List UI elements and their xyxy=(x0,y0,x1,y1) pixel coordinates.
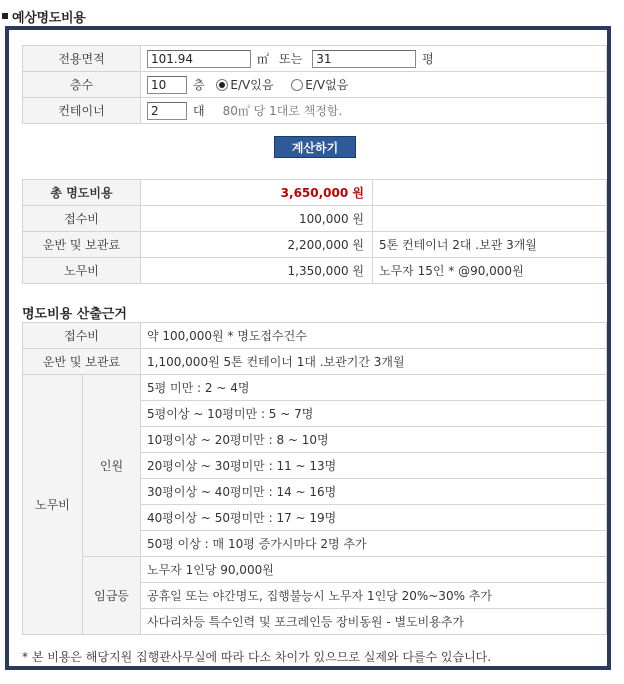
or-label: 또는 xyxy=(279,52,303,66)
ev-no-label[interactable]: E/V없음 xyxy=(305,78,349,92)
wage-row: 공휴일 또는 야간명도, 집행불능시 노무자 1인당 20%~30% 추가 xyxy=(141,583,607,609)
basis-labor-label: 노무비 xyxy=(23,375,83,635)
staff-row: 20평이상 ~ 30평미만 : 11 ~ 13명 xyxy=(141,453,607,479)
table-row xyxy=(23,206,607,232)
page-title xyxy=(2,6,86,26)
content-frame xyxy=(5,26,611,670)
wage-row: 사다리차등 특수인력 및 포크레인등 장비동원 - 별도비용추가 xyxy=(141,609,607,635)
page-title-text: 예상명도비용 xyxy=(12,10,86,26)
floor-unit: 층 xyxy=(193,78,205,92)
area-cell xyxy=(141,46,607,72)
result-value-transport: 2,200,000 원 xyxy=(141,232,373,258)
ev-yes-label[interactable]: E/V있음 xyxy=(230,78,274,92)
area-m2-unit: ㎡ xyxy=(257,52,270,66)
footnote: * 본 비용은 해당지원 집행관사무실에 따라 다소 차이가 있으므로 실제와 다를수 있습니다. xyxy=(22,650,492,664)
result-value-labor: 1,350,000 원 xyxy=(141,258,373,284)
total-value: 3,650,000 원 xyxy=(141,180,373,206)
result-note-transport: 5톤 컨테이너 2대 .보관 3개월 xyxy=(373,232,607,258)
basis-transport-text: 1,100,000원 5톤 컨테이너 1대 .보관기간 3개월 xyxy=(141,349,607,375)
basis-transport-label: 운반 및 보관료 xyxy=(23,349,141,375)
container-cell xyxy=(141,98,607,124)
table-row xyxy=(23,232,607,258)
basis-staff-label: 인원 xyxy=(83,375,141,557)
floor-label: 층수 xyxy=(23,72,141,98)
staff-row: 5평이상 ~ 10평미만 : 5 ~ 7명 xyxy=(141,401,607,427)
floor-cell xyxy=(141,72,607,98)
result-label-labor: 노무비 xyxy=(23,258,141,284)
container-label: 컨테이너 xyxy=(23,98,141,124)
wage-row: 노무자 1인당 90,000원 xyxy=(141,557,607,583)
basis-fee-label: 접수비 xyxy=(23,323,141,349)
result-value-fee: 100,000 원 xyxy=(141,206,373,232)
staff-row: 30평이상 ~ 40평미만 : 14 ~ 16명 xyxy=(141,479,607,505)
basis-heading: 명도비용 산출근거 xyxy=(22,307,127,322)
area-label: 전용면적 xyxy=(23,46,141,72)
table-row xyxy=(23,349,607,375)
basis-fee-text: 약 100,000원 * 명도접수건수 xyxy=(141,323,607,349)
staff-row: 50평 이상 : 매 10평 증가시마다 2명 추가 xyxy=(141,531,607,557)
container-unit: 대 xyxy=(193,104,205,118)
container-note: 80㎡ 당 1대로 책정함. xyxy=(222,104,343,118)
result-label-transport: 운반 및 보관료 xyxy=(23,232,141,258)
ev-yes-radio[interactable] xyxy=(216,79,228,91)
bullet-square-icon xyxy=(2,13,8,19)
staff-row: 10평이상 ~ 20평미만 : 8 ~ 10명 xyxy=(141,427,607,453)
basis-table xyxy=(22,322,607,635)
area-m2-input[interactable]: 101.94 xyxy=(147,50,251,68)
table-row xyxy=(23,375,607,401)
area-pyeong-input[interactable]: 31 xyxy=(312,50,416,68)
input-table xyxy=(22,45,607,124)
result-table xyxy=(22,179,607,284)
container-input[interactable]: 2 xyxy=(147,102,187,120)
ev-no-radio[interactable] xyxy=(291,79,303,91)
total-note xyxy=(373,180,607,206)
result-note-labor: 노무자 15인 * @90,000원 xyxy=(373,258,607,284)
result-note-fee xyxy=(373,206,607,232)
calculate-button[interactable]: 계산하기 xyxy=(274,136,356,158)
total-row xyxy=(23,180,607,206)
table-row xyxy=(23,323,607,349)
staff-row: 5평 미만 : 2 ~ 4명 xyxy=(141,375,607,401)
floor-input[interactable]: 10 xyxy=(147,76,187,94)
basis-wage-label: 임금등 xyxy=(83,557,141,635)
table-row xyxy=(23,258,607,284)
result-label-fee: 접수비 xyxy=(23,206,141,232)
area-pyeong-unit: 평 xyxy=(422,52,434,66)
staff-row: 40평이상 ~ 50평미만 : 17 ~ 19명 xyxy=(141,505,607,531)
total-label: 총 명도비용 xyxy=(23,180,141,206)
